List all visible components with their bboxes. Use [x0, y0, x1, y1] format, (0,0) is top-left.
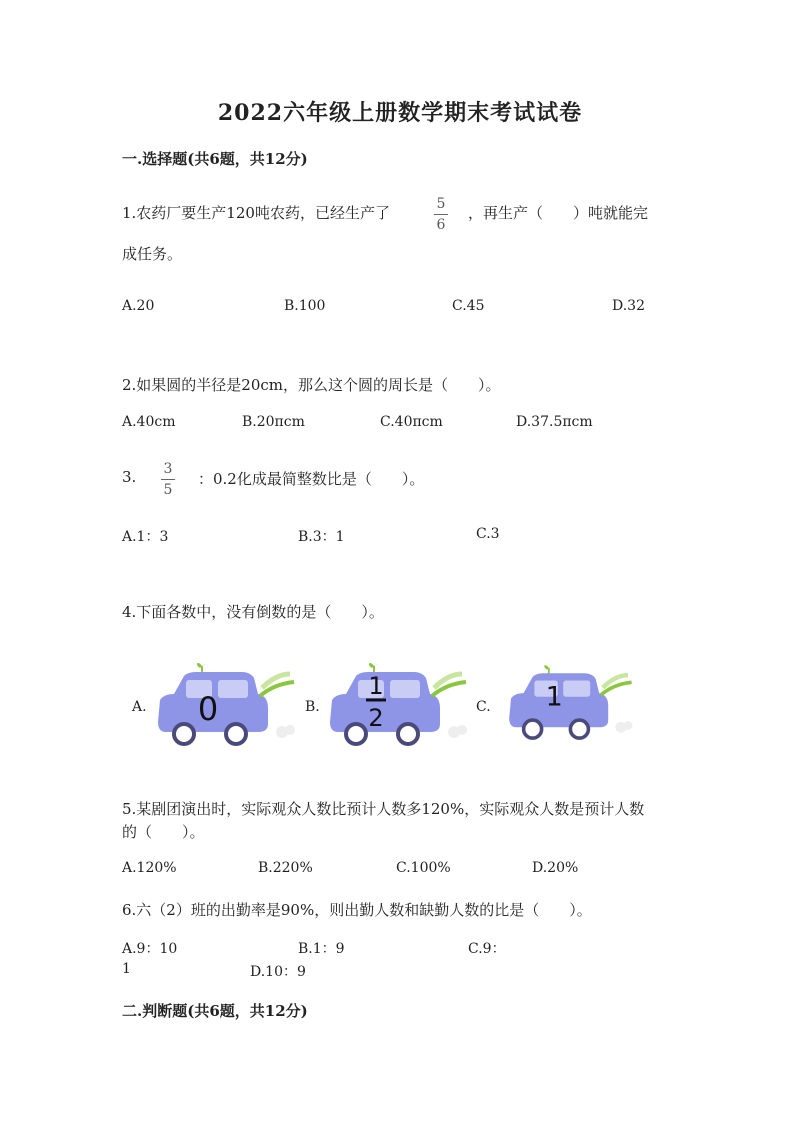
question-5-text-line2: 的（ ）。 — [122, 823, 205, 841]
car-image-c — [502, 662, 637, 744]
question-2-text: 2.如果圆的半径是20cm，那么这个圆的周长是（ ）。 — [122, 376, 501, 394]
option-a: A.20 — [122, 298, 155, 314]
question-5-text: 5.某剧团演出时，实际观众人数比预计人数多120%，实际观众人数是预计人数 — [122, 800, 645, 818]
option-b-label: B. — [305, 699, 320, 715]
option-c: C.45 — [452, 298, 485, 314]
question-1-fraction — [434, 197, 448, 232]
option-a: A.120% — [122, 860, 177, 876]
option-c: C.3 — [476, 526, 500, 542]
car-denominator-b: 2 — [368, 704, 384, 732]
fraction-denominator: 6 — [436, 217, 446, 233]
page-title: 2022六年级上册数学期末考试试卷 — [217, 100, 583, 126]
option-d: D.32 — [612, 298, 645, 314]
option-c-label: C. — [476, 699, 491, 715]
option-a: A.9：10 — [122, 941, 178, 957]
car-image-b — [322, 660, 472, 750]
option-b: B.20πcm — [242, 414, 305, 430]
option-c: C.9： — [468, 941, 506, 957]
option-b: B.220% — [258, 860, 313, 876]
question-3-text: ：0.2化成最简整数比是（ ）。 — [198, 470, 425, 488]
fraction-numerator: 3 — [163, 461, 173, 477]
car-number-a: 0 — [197, 690, 219, 728]
fraction-numerator: 5 — [436, 196, 446, 212]
question-1-text-cont: ，再生产（ ）吨就能完 — [468, 204, 649, 222]
option-b: B.100 — [284, 298, 326, 314]
question-4-text: 4.下面各数中，没有倒数的是（ ）。 — [122, 603, 384, 621]
fraction-bar — [434, 214, 448, 215]
option-a: A.1：3 — [122, 529, 169, 545]
car-number-c: 1 — [545, 681, 563, 713]
option-d: D.20% — [532, 860, 579, 876]
option-c-wrap: 1 — [122, 961, 131, 977]
car-icon — [330, 663, 467, 744]
section-heading-choice: 一.选择题(共6题，共12分) — [122, 150, 308, 168]
fraction-bar — [161, 479, 175, 480]
question-6-text: 6.六（2）班的出勤率是90%，则出勤人数和缺勤人数的比是（ ）。 — [122, 901, 592, 919]
question-1-text-line2: 成任务。 — [122, 245, 183, 263]
option-d: D.10：9 — [250, 964, 306, 980]
option-b: B.1：9 — [298, 941, 345, 957]
option-c: C.40πcm — [380, 414, 443, 430]
question-3-fraction — [161, 462, 175, 497]
car-icon — [509, 665, 632, 738]
car-icon — [152, 662, 295, 744]
fraction-denominator: 5 — [163, 482, 173, 498]
option-d: D.37.5πcm — [516, 414, 593, 430]
option-b: B.3：1 — [298, 529, 345, 545]
question-3-number: 3. — [122, 468, 137, 486]
section-heading-judgement: 二.判断题(共6题，共12分) — [122, 1002, 308, 1020]
option-a: A.40cm — [122, 414, 176, 430]
car-numerator-b: 1 — [368, 672, 384, 700]
question-1-text: 1.农药厂要生产120吨农药，已经生产了 — [122, 204, 390, 222]
option-a-label: A. — [132, 699, 147, 715]
car-image-a — [150, 660, 300, 750]
option-c: C.100% — [396, 860, 451, 876]
